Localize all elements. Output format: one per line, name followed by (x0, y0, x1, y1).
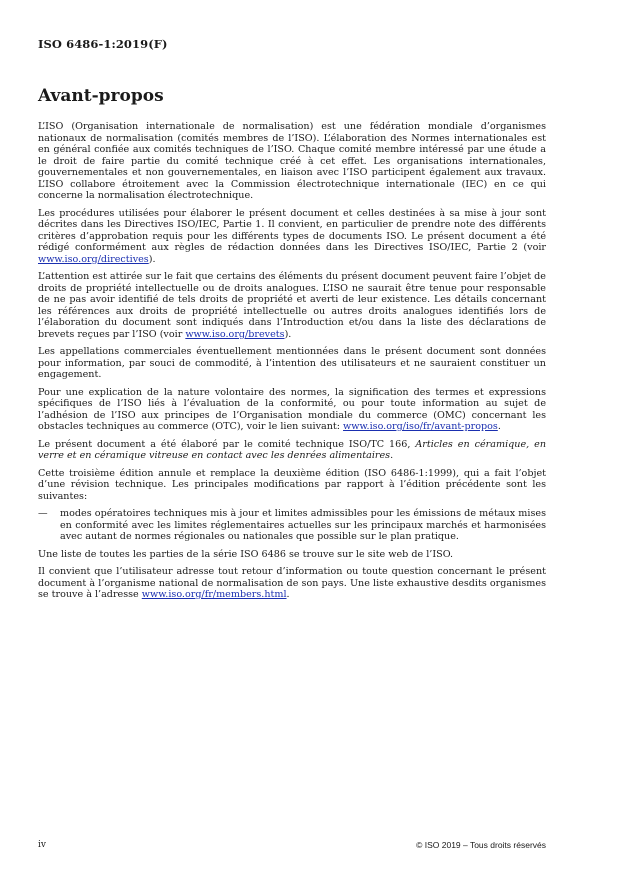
paragraph-procedures (38, 208, 546, 266)
paragraph-trade-names: Les appellations commerciales éventuellement mentionnées dans le présent document sont données pour information, par souci de commodité, à l’intention des utilisateurs et ne sauraient constituer un engagement. (38, 346, 546, 380)
paragraph-edition: Cette troisième édition annule et remplace la deuxième édition (ISO 6486-1:1999), qui a fait l’objet d’une révision technique. Les principales modifications par rapport à l’édition précédente sont les suivantes: (38, 467, 546, 502)
link-brevets[interactable]: www.iso.org/brevets (185, 328, 285, 340)
paragraph-tail: ). (148, 253, 156, 265)
paragraph-committee (38, 439, 546, 462)
paragraph-tail: . (497, 421, 501, 432)
page-number: iv (38, 840, 46, 850)
paragraph-tail: . (286, 589, 290, 600)
paragraph-tail: ). (284, 328, 292, 340)
paragraph-tail: . (390, 450, 394, 461)
list-item (38, 508, 546, 543)
paragraph-text: L’attention est attirée sur le fait que certains des éléments du présent document peuvent faire l’objet de droits de propriété intellectuelle ou de droits analogues. L’ISO ne saurait être tenue pour responsable de ne pas avoir identifié de tels droits de propriété et averti de leur existence. Les détails concernant les références aux droits de propriété intellectuelle ou autres droits analogues identifiés lors de l’élaboration du document sont indiqués dans l’Introduction et/ou dans la liste des déclarations de brevets reçues par l’ISO (voir (38, 271, 546, 340)
paragraph-iso-intro: L’ISO (Organisation internationale de normalisation) est une fédération mondiale d’organismes nationaux de normalisation (comités membres de l’ISO). L’élaboration des Normes internationales est en général confiée aux comités techniques de l’ISO. Chaque comité membre intéressé par une étude a le droit de faire partie du comité technique créé à cet effet. Les organisations internationales, gouvernementales et non gouvernementales, en liaison avec l’ISO participent également aux travaux. L’ISO collabore étroitement avec la Commission électrotechnique internationale (IEC) en ce qui concerne la normalisation électrotechnique. (38, 121, 546, 201)
committee-title: Articles en céramique, en verre et en céramique vitreuse en contact avec les denrées alimentaires (38, 438, 546, 461)
link-avant-propos[interactable]: www.iso.org/iso/fr/avant-propos (343, 421, 498, 432)
paragraph-voluntary-nature (38, 387, 546, 433)
paragraph-feedback (38, 566, 546, 601)
copyright-notice: © ISO 2019 – Tous droits réservés (416, 840, 546, 850)
paragraph-patents (38, 271, 546, 340)
paragraph-text: Il convient que l’utilisateur adresse tout retour d’information ou toute question concernant le présent document à l’organisme national de normalisation de son pays. Une liste exhaustive desdits organismes se trouve à l’adresse (38, 566, 546, 600)
link-members[interactable]: www.iso.org/fr/members.html (141, 589, 287, 600)
paragraph-text: Le présent document a été élaboré par le comité technique ISO/TC 166, (38, 438, 416, 450)
document-id-header: ISO 6486-1:2019(F) (38, 37, 168, 51)
list-item-text: modes opératoires techniques mis à jour et limites admissibles pour les émissions de métaux mises en conformité avec les limites réglementaires actuelles sur les principaux marchés et harmonisées avec autant de normes régionales ou nationales que possible sur le plan pratique. (60, 508, 546, 542)
paragraph-text: Pour une explication de la nature volontaire des normes, la signification des termes et expressions spécifiques de l’ISO liés à l’évaluation de la conformité, ou pour toute information au sujet de l’adhésion de l’ISO aux principes de l’Organisation mondiale du commerce (OMC) concernant les obstacles techniques au commerce (OTC), voir le lien suivant: (38, 386, 546, 432)
list-dash: — (38, 508, 48, 519)
link-directives[interactable]: www.iso.org/directives (38, 253, 149, 265)
paragraph-series: Une liste de toutes les parties de la série ISO 6486 se trouve sur le site web de l’ISO. (38, 548, 454, 560)
document-body (38, 121, 546, 607)
page-title: Avant-propos (38, 86, 164, 106)
paragraph-text: Les procédures utilisées pour élaborer le présent document et celles destinées à sa mise à jour sont décrites dans les Directives ISO/IEC, Partie 1. Il convient, en particulier de prendre note des différents critères d’approbation requis pour les différents types de documents ISO. Le présent document a été rédigé conformément aux règles de rédaction données dans les Directives ISO/IEC, Partie 2 (voir (38, 207, 546, 253)
